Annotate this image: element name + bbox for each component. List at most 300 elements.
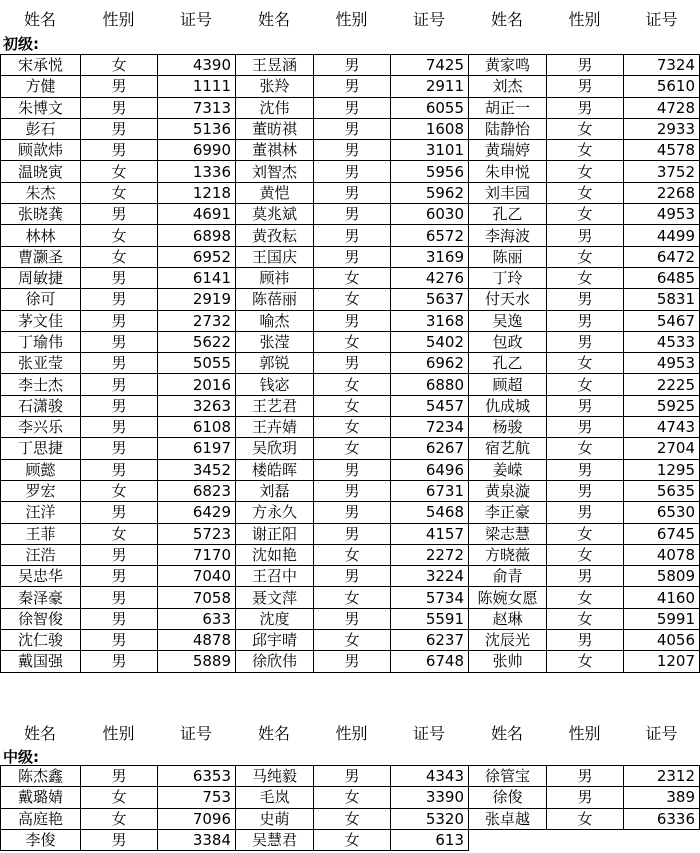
table-row [1,459,700,480]
table-row [1,161,700,182]
gender-cell: 男 [314,97,391,118]
col-header: 姓名 [23,724,56,743]
gender-cell: 男 [81,331,158,352]
intermediate-table [0,765,700,851]
name-cell: 沈度 [236,608,314,629]
id-cell: 6237 [391,630,469,651]
name-cell: 孔乙 [469,204,547,225]
id-cell: 7425 [391,55,469,76]
header-row-intermediate [0,723,700,745]
name-cell: 黄瑞婷 [469,140,547,161]
gender-cell: 男 [314,204,391,225]
id-cell: 7058 [158,587,236,608]
id-cell: 6572 [391,225,469,246]
name-cell: 方晓薇 [469,544,547,565]
name-cell: 刘智杰 [236,161,314,182]
id-cell: 6336 [624,808,700,829]
gender-cell: 男 [314,480,391,501]
gender-cell: 女 [314,808,391,829]
gender-cell: 女 [81,808,158,829]
gender-cell: 女 [547,353,624,374]
gender-cell: 男 [547,97,624,118]
name-cell: 张羚 [236,76,314,97]
table-row [1,289,700,310]
gender-cell: 男 [314,608,391,629]
gender-cell: 女 [547,808,624,829]
name-cell [469,829,547,850]
id-cell: 6962 [391,353,469,374]
name-cell: 李士杰 [1,374,81,395]
name-cell: 沈辰光 [469,630,547,651]
gender-cell: 男 [314,140,391,161]
gender-cell: 女 [547,246,624,267]
name-cell: 宿艺航 [469,438,547,459]
gender-cell: 男 [314,502,391,523]
gender-cell: 男 [547,502,624,523]
gender-cell: 女 [547,161,624,182]
id-cell: 3390 [391,787,469,808]
gender-cell: 男 [314,651,391,672]
name-cell: 彭石 [1,118,81,139]
name-cell: 毛岚 [236,787,314,808]
id-cell: 4743 [624,417,700,438]
id-cell: 5991 [624,608,700,629]
name-cell: 李俊 [1,829,81,850]
col-header: 证号 [179,724,212,743]
id-cell: 6030 [391,204,469,225]
name-cell: 董昉祺 [236,118,314,139]
id-cell: 4276 [391,267,469,288]
id-cell: 5468 [391,502,469,523]
id-cell: 3224 [391,566,469,587]
gender-cell: 男 [81,140,158,161]
gender-cell: 女 [547,204,624,225]
id-cell: 3263 [158,395,236,416]
id-cell: 1218 [158,182,236,203]
id-cell: 4157 [391,523,469,544]
id-cell: 5809 [624,566,700,587]
gender-cell: 男 [547,225,624,246]
gender-cell: 女 [81,225,158,246]
id-cell: 2016 [158,374,236,395]
gender-cell [547,829,624,850]
id-cell: 3169 [391,246,469,267]
name-cell: 陈蓓丽 [236,289,314,310]
name-cell: 李兴乐 [1,417,81,438]
name-cell: 曹灏圣 [1,246,81,267]
col-header: 姓名 [490,724,523,743]
name-cell: 李海波 [469,225,547,246]
id-cell: 7234 [391,417,469,438]
name-cell: 黄家鸣 [469,55,547,76]
header-row-junior [0,9,700,31]
gender-cell: 女 [314,438,391,459]
name-cell: 李正豪 [469,502,547,523]
gender-cell: 男 [81,587,158,608]
id-cell: 5055 [158,353,236,374]
id-cell: 5635 [624,480,700,501]
name-cell: 莫兆斌 [236,204,314,225]
id-cell: 6530 [624,502,700,523]
name-cell: 马纯毅 [236,766,314,787]
id-cell: 5457 [391,395,469,416]
id-cell: 6485 [624,267,700,288]
gender-cell: 男 [547,55,624,76]
name-cell: 林林 [1,225,81,246]
id-cell: 2268 [624,182,700,203]
id-cell: 5723 [158,523,236,544]
id-cell: 5956 [391,161,469,182]
name-cell: 罗宏 [1,480,81,501]
gender-cell: 女 [81,161,158,182]
name-cell: 顾懿 [1,459,81,480]
id-cell: 4578 [624,140,700,161]
section-label-junior: 初级: [3,35,39,53]
name-cell: 楼皓晖 [236,459,314,480]
name-cell: 吴欣玥 [236,438,314,459]
gender-cell: 女 [314,331,391,352]
name-cell: 顾祎 [236,267,314,288]
id-cell: 3168 [391,310,469,331]
name-cell: 戴璐婧 [1,787,81,808]
name-cell: 刘磊 [236,480,314,501]
gender-cell: 女 [547,608,624,629]
gender-cell: 女 [314,787,391,808]
gender-cell: 女 [81,182,158,203]
name-cell: 徐欣伟 [236,651,314,672]
id-cell: 4390 [158,55,236,76]
id-cell: 6197 [158,438,236,459]
id-cell: 3452 [158,459,236,480]
id-cell: 5402 [391,331,469,352]
id-cell: 4078 [624,544,700,565]
table-row [1,118,700,139]
id-cell: 7040 [158,566,236,587]
id-cell: 2933 [624,118,700,139]
gender-cell: 男 [81,608,158,629]
table-row [1,808,700,829]
col-header: 性别 [335,10,368,29]
table-row [1,182,700,203]
gender-cell: 男 [547,417,624,438]
name-cell: 徐管宝 [469,766,547,787]
name-cell: 方永久 [236,502,314,523]
id-cell: 6748 [391,651,469,672]
id-cell: 7170 [158,544,236,565]
gender-cell: 女 [81,55,158,76]
gender-cell: 男 [81,566,158,587]
id-cell: 6731 [391,480,469,501]
col-header: 证号 [179,10,212,29]
id-cell: 5925 [624,395,700,416]
table-row [1,55,700,76]
name-cell: 丁玲 [469,267,547,288]
name-cell: 胡正一 [469,97,547,118]
col-header: 性别 [102,724,135,743]
name-cell: 徐智俊 [1,608,81,629]
gender-cell: 男 [81,417,158,438]
gender-cell: 男 [547,331,624,352]
table-row [1,331,700,352]
id-cell: 4953 [624,353,700,374]
name-cell: 郭锐 [236,353,314,374]
name-cell: 石潇骏 [1,395,81,416]
gender-cell: 女 [547,374,624,395]
name-cell: 俞青 [469,566,547,587]
id-cell: 1295 [624,459,700,480]
table-row [1,480,700,501]
name-cell: 张亚莹 [1,353,81,374]
name-cell: 吴慧君 [236,829,314,850]
name-cell: 顾歆炜 [1,140,81,161]
name-cell: 沈如艳 [236,544,314,565]
id-cell: 2704 [624,438,700,459]
name-cell: 沈伟 [236,97,314,118]
id-cell: 2272 [391,544,469,565]
gender-cell: 男 [314,523,391,544]
name-cell: 丁瑜伟 [1,331,81,352]
col-header: 证号 [645,10,678,29]
gender-cell: 男 [81,76,158,97]
name-cell: 孔乙 [469,353,547,374]
col-header: 姓名 [490,10,523,29]
name-cell: 吴逸 [469,310,547,331]
table-row [1,395,700,416]
gender-cell: 女 [547,182,624,203]
id-cell: 2732 [158,310,236,331]
table-row [1,76,700,97]
gender-cell: 男 [81,204,158,225]
gender-cell: 男 [81,353,158,374]
name-cell: 徐可 [1,289,81,310]
name-cell: 梁志慧 [469,523,547,544]
gender-cell: 男 [314,55,391,76]
name-cell: 张晓龚 [1,204,81,225]
gender-cell: 男 [314,182,391,203]
name-cell: 聂文萍 [236,587,314,608]
gender-cell: 男 [314,118,391,139]
id-cell: 753 [158,787,236,808]
id-cell: 3384 [158,829,236,850]
id-cell: 5610 [624,76,700,97]
id-cell: 4953 [624,204,700,225]
name-cell: 温晓寅 [1,161,81,182]
name-cell: 黄泉漩 [469,480,547,501]
name-cell: 方健 [1,76,81,97]
name-cell: 宋承悦 [1,55,81,76]
gender-cell: 男 [314,566,391,587]
table-row [1,544,700,565]
section-label-intermediate: 中级: [3,748,39,766]
table-row [1,353,700,374]
name-cell: 顾超 [469,374,547,395]
gender-cell: 男 [547,76,624,97]
id-cell [624,829,700,850]
table-row [1,438,700,459]
id-cell: 1336 [158,161,236,182]
col-header: 性别 [335,724,368,743]
gender-cell: 男 [81,310,158,331]
gender-cell: 男 [314,161,391,182]
id-cell: 389 [624,787,700,808]
id-cell: 5734 [391,587,469,608]
gender-cell: 男 [81,395,158,416]
name-cell: 王艺君 [236,395,314,416]
table-row [1,566,700,587]
id-cell: 6952 [158,246,236,267]
name-cell: 朱杰 [1,182,81,203]
gender-cell: 男 [81,289,158,310]
id-cell: 2911 [391,76,469,97]
table-row [1,630,700,651]
id-cell: 6472 [624,246,700,267]
table-row [1,374,700,395]
name-cell: 邱宇晴 [236,630,314,651]
gender-cell: 男 [547,480,624,501]
name-cell: 高庭艳 [1,808,81,829]
id-cell: 5637 [391,289,469,310]
name-cell: 陈杰鑫 [1,766,81,787]
id-cell: 2225 [624,374,700,395]
name-cell: 徐俊 [469,787,547,808]
name-cell: 周敏捷 [1,267,81,288]
table-row [1,651,700,672]
name-cell: 秦泽豪 [1,587,81,608]
gender-cell: 女 [314,630,391,651]
id-cell: 1207 [624,651,700,672]
table-row [1,310,700,331]
table-row [1,502,700,523]
id-cell: 5591 [391,608,469,629]
id-cell: 4691 [158,204,236,225]
name-cell: 付天水 [469,289,547,310]
id-cell: 7313 [158,97,236,118]
name-cell: 张滢 [236,331,314,352]
name-cell: 董祺林 [236,140,314,161]
id-cell: 5831 [624,289,700,310]
id-cell: 633 [158,608,236,629]
id-cell: 4056 [624,630,700,651]
name-cell: 谢正阳 [236,523,314,544]
gender-cell: 男 [547,310,624,331]
id-cell: 6880 [391,374,469,395]
id-cell: 6745 [624,523,700,544]
table-row [1,587,700,608]
name-cell: 刘杰 [469,76,547,97]
gender-cell: 女 [547,118,624,139]
gender-cell: 男 [81,502,158,523]
gender-cell: 男 [81,97,158,118]
id-cell: 6823 [158,480,236,501]
id-cell: 2312 [624,766,700,787]
table-row [1,787,700,808]
table-row [1,246,700,267]
gender-cell: 男 [81,267,158,288]
id-cell: 7096 [158,808,236,829]
id-cell: 5467 [624,310,700,331]
name-cell: 张卓越 [469,808,547,829]
name-cell: 王菲 [1,523,81,544]
gender-cell: 女 [547,544,624,565]
id-cell: 5962 [391,182,469,203]
table-row [1,766,700,787]
id-cell: 6990 [158,140,236,161]
id-cell: 4499 [624,225,700,246]
gender-cell: 男 [547,766,624,787]
table-row [1,829,700,850]
gender-cell: 男 [81,630,158,651]
name-cell: 王昱涵 [236,55,314,76]
col-header: 姓名 [257,10,290,29]
name-cell: 陈丽 [469,246,547,267]
gender-cell: 男 [314,353,391,374]
table-row [1,225,700,246]
gender-cell: 男 [81,544,158,565]
id-cell: 6898 [158,225,236,246]
name-cell: 丁思捷 [1,438,81,459]
col-header: 性别 [102,10,135,29]
gender-cell: 男 [547,459,624,480]
id-cell: 2919 [158,289,236,310]
id-cell: 6055 [391,97,469,118]
gender-cell: 男 [81,118,158,139]
gender-cell: 男 [314,459,391,480]
table-row [1,140,700,161]
col-header: 证号 [412,10,445,29]
name-cell: 戴国强 [1,651,81,672]
id-cell: 4728 [624,97,700,118]
gender-cell: 女 [547,438,624,459]
gender-cell: 男 [547,289,624,310]
id-cell: 7324 [624,55,700,76]
gender-cell: 女 [314,587,391,608]
gender-cell: 女 [314,417,391,438]
junior-table [0,54,700,673]
name-cell: 黄孜耘 [236,225,314,246]
name-cell: 朱申悦 [469,161,547,182]
name-cell: 汪洋 [1,502,81,523]
gender-cell: 男 [81,829,158,850]
gender-cell: 男 [314,246,391,267]
gender-cell: 女 [314,829,391,850]
gender-cell: 男 [81,374,158,395]
gender-cell: 女 [314,374,391,395]
name-cell: 姜嵘 [469,459,547,480]
gender-cell: 女 [81,523,158,544]
name-cell: 吴忠华 [1,566,81,587]
gender-cell: 女 [81,787,158,808]
gender-cell: 女 [547,523,624,544]
id-cell: 4533 [624,331,700,352]
name-cell: 包政 [469,331,547,352]
gender-cell: 女 [547,140,624,161]
table-row [1,523,700,544]
name-cell: 刘丰园 [469,182,547,203]
gender-cell: 男 [547,630,624,651]
id-cell: 4878 [158,630,236,651]
name-cell: 王召中 [236,566,314,587]
id-cell: 5136 [158,118,236,139]
name-cell: 沈仁骏 [1,630,81,651]
gender-cell: 男 [81,766,158,787]
id-cell: 4343 [391,766,469,787]
gender-cell: 男 [81,651,158,672]
name-cell: 仇成城 [469,395,547,416]
table-row [1,267,700,288]
col-header: 证号 [412,724,445,743]
name-cell: 杨骏 [469,417,547,438]
name-cell: 史萌 [236,808,314,829]
